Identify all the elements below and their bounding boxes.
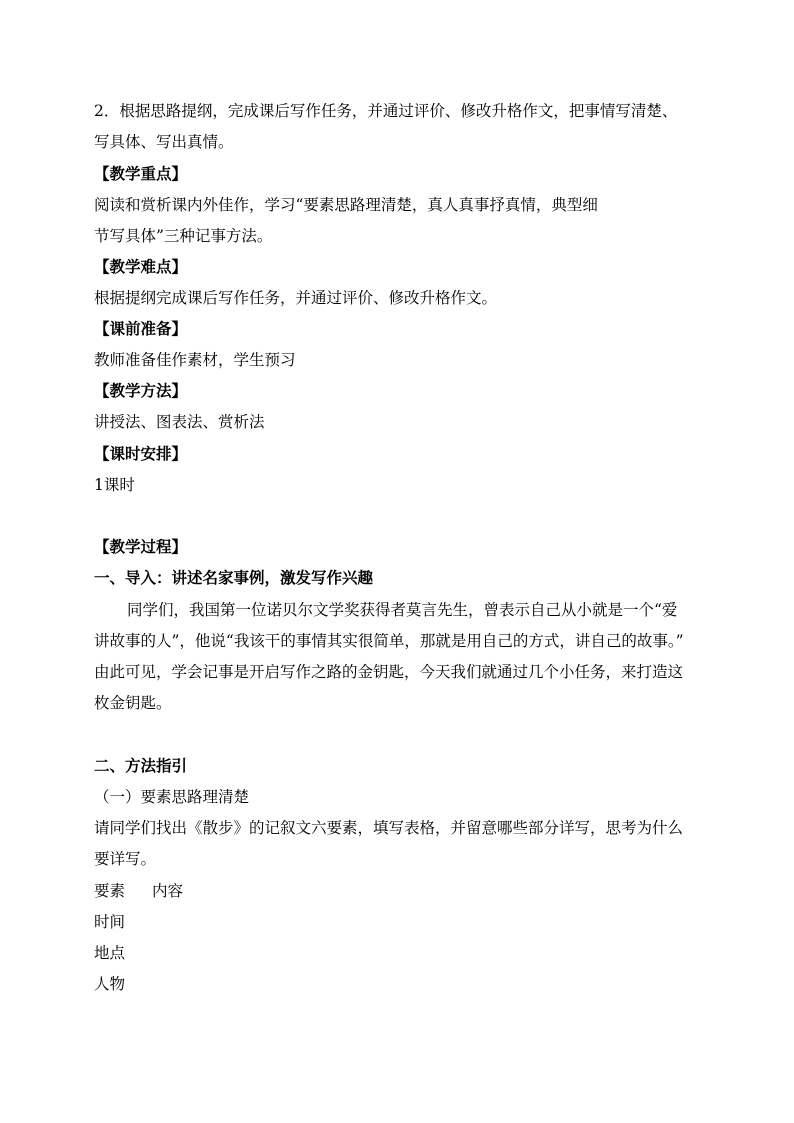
difficult-points-heading: 【教学难点】	[94, 257, 188, 276]
task-line-2: 要详写。	[94, 850, 157, 868]
table-header-element: 要素	[94, 882, 126, 900]
teaching-process-heading: 【教学过程】	[94, 537, 188, 556]
intro-paragraph-line-3: 由此可见，学会记事是开启写作之路的金钥匙，今天我们就通过几个小任务，来打造这	[94, 663, 684, 681]
teaching-method-heading: 【教学方法】	[94, 381, 188, 400]
teaching-method-text: 讲授法、图表法、赏析法	[94, 413, 265, 431]
table-row-time: 时间	[94, 913, 126, 931]
schedule-text: 1课时	[94, 476, 135, 494]
intro-paragraph-line-2: 讲故事的人”，他说“我该干的事情其实很简单，那就是用自己的方式，讲自己的故事。”	[94, 632, 684, 650]
table-header-content: 内容	[152, 882, 184, 900]
subsection-1-heading: （一）要素思路理清楚	[94, 788, 250, 806]
table-row-people: 人物	[94, 975, 126, 993]
intro-paragraph-line-1: 同学们，我国第一位诺贝尔文学奖获得者莫言先生，曾表示自己从小就是一个“爱	[127, 601, 678, 619]
intro-paragraph-line-4: 枚金钥匙。	[94, 694, 172, 712]
table-row-place: 地点	[94, 944, 126, 962]
section-1-heading: 一、导入：讲述名家事例，激发写作兴趣	[94, 568, 374, 587]
key-points-heading: 【教学重点】	[94, 164, 188, 183]
task-line-1: 请同学们找出《散步》的记叙文六要素，填写表格，并留意哪些部分详写，思考为什么	[94, 819, 684, 837]
preparation-text: 教师准备佳作素材，学生预习	[94, 351, 296, 369]
goal-2-line-1: 2．根据思路提纲，完成课后写作任务，并通过评价、修改升格作文，把事情写清楚、	[94, 102, 678, 120]
key-points-line-2: 节写具体”三种记事方法。	[94, 227, 273, 245]
preparation-heading: 【课前准备】	[94, 319, 188, 338]
goal-2-line-2: 写具体、写出真情。	[94, 133, 234, 151]
schedule-heading: 【课时安排】	[94, 444, 188, 463]
section-2-heading: 二、方法指引	[94, 756, 188, 775]
key-points-line-1: 阅读和赏析课内外佳作，学习“要素思路理清楚，真人真事抒真情，典型细	[94, 196, 598, 214]
difficult-points-text: 根据提纲完成课后写作任务，并通过评价、修改升格作文。	[94, 289, 498, 307]
